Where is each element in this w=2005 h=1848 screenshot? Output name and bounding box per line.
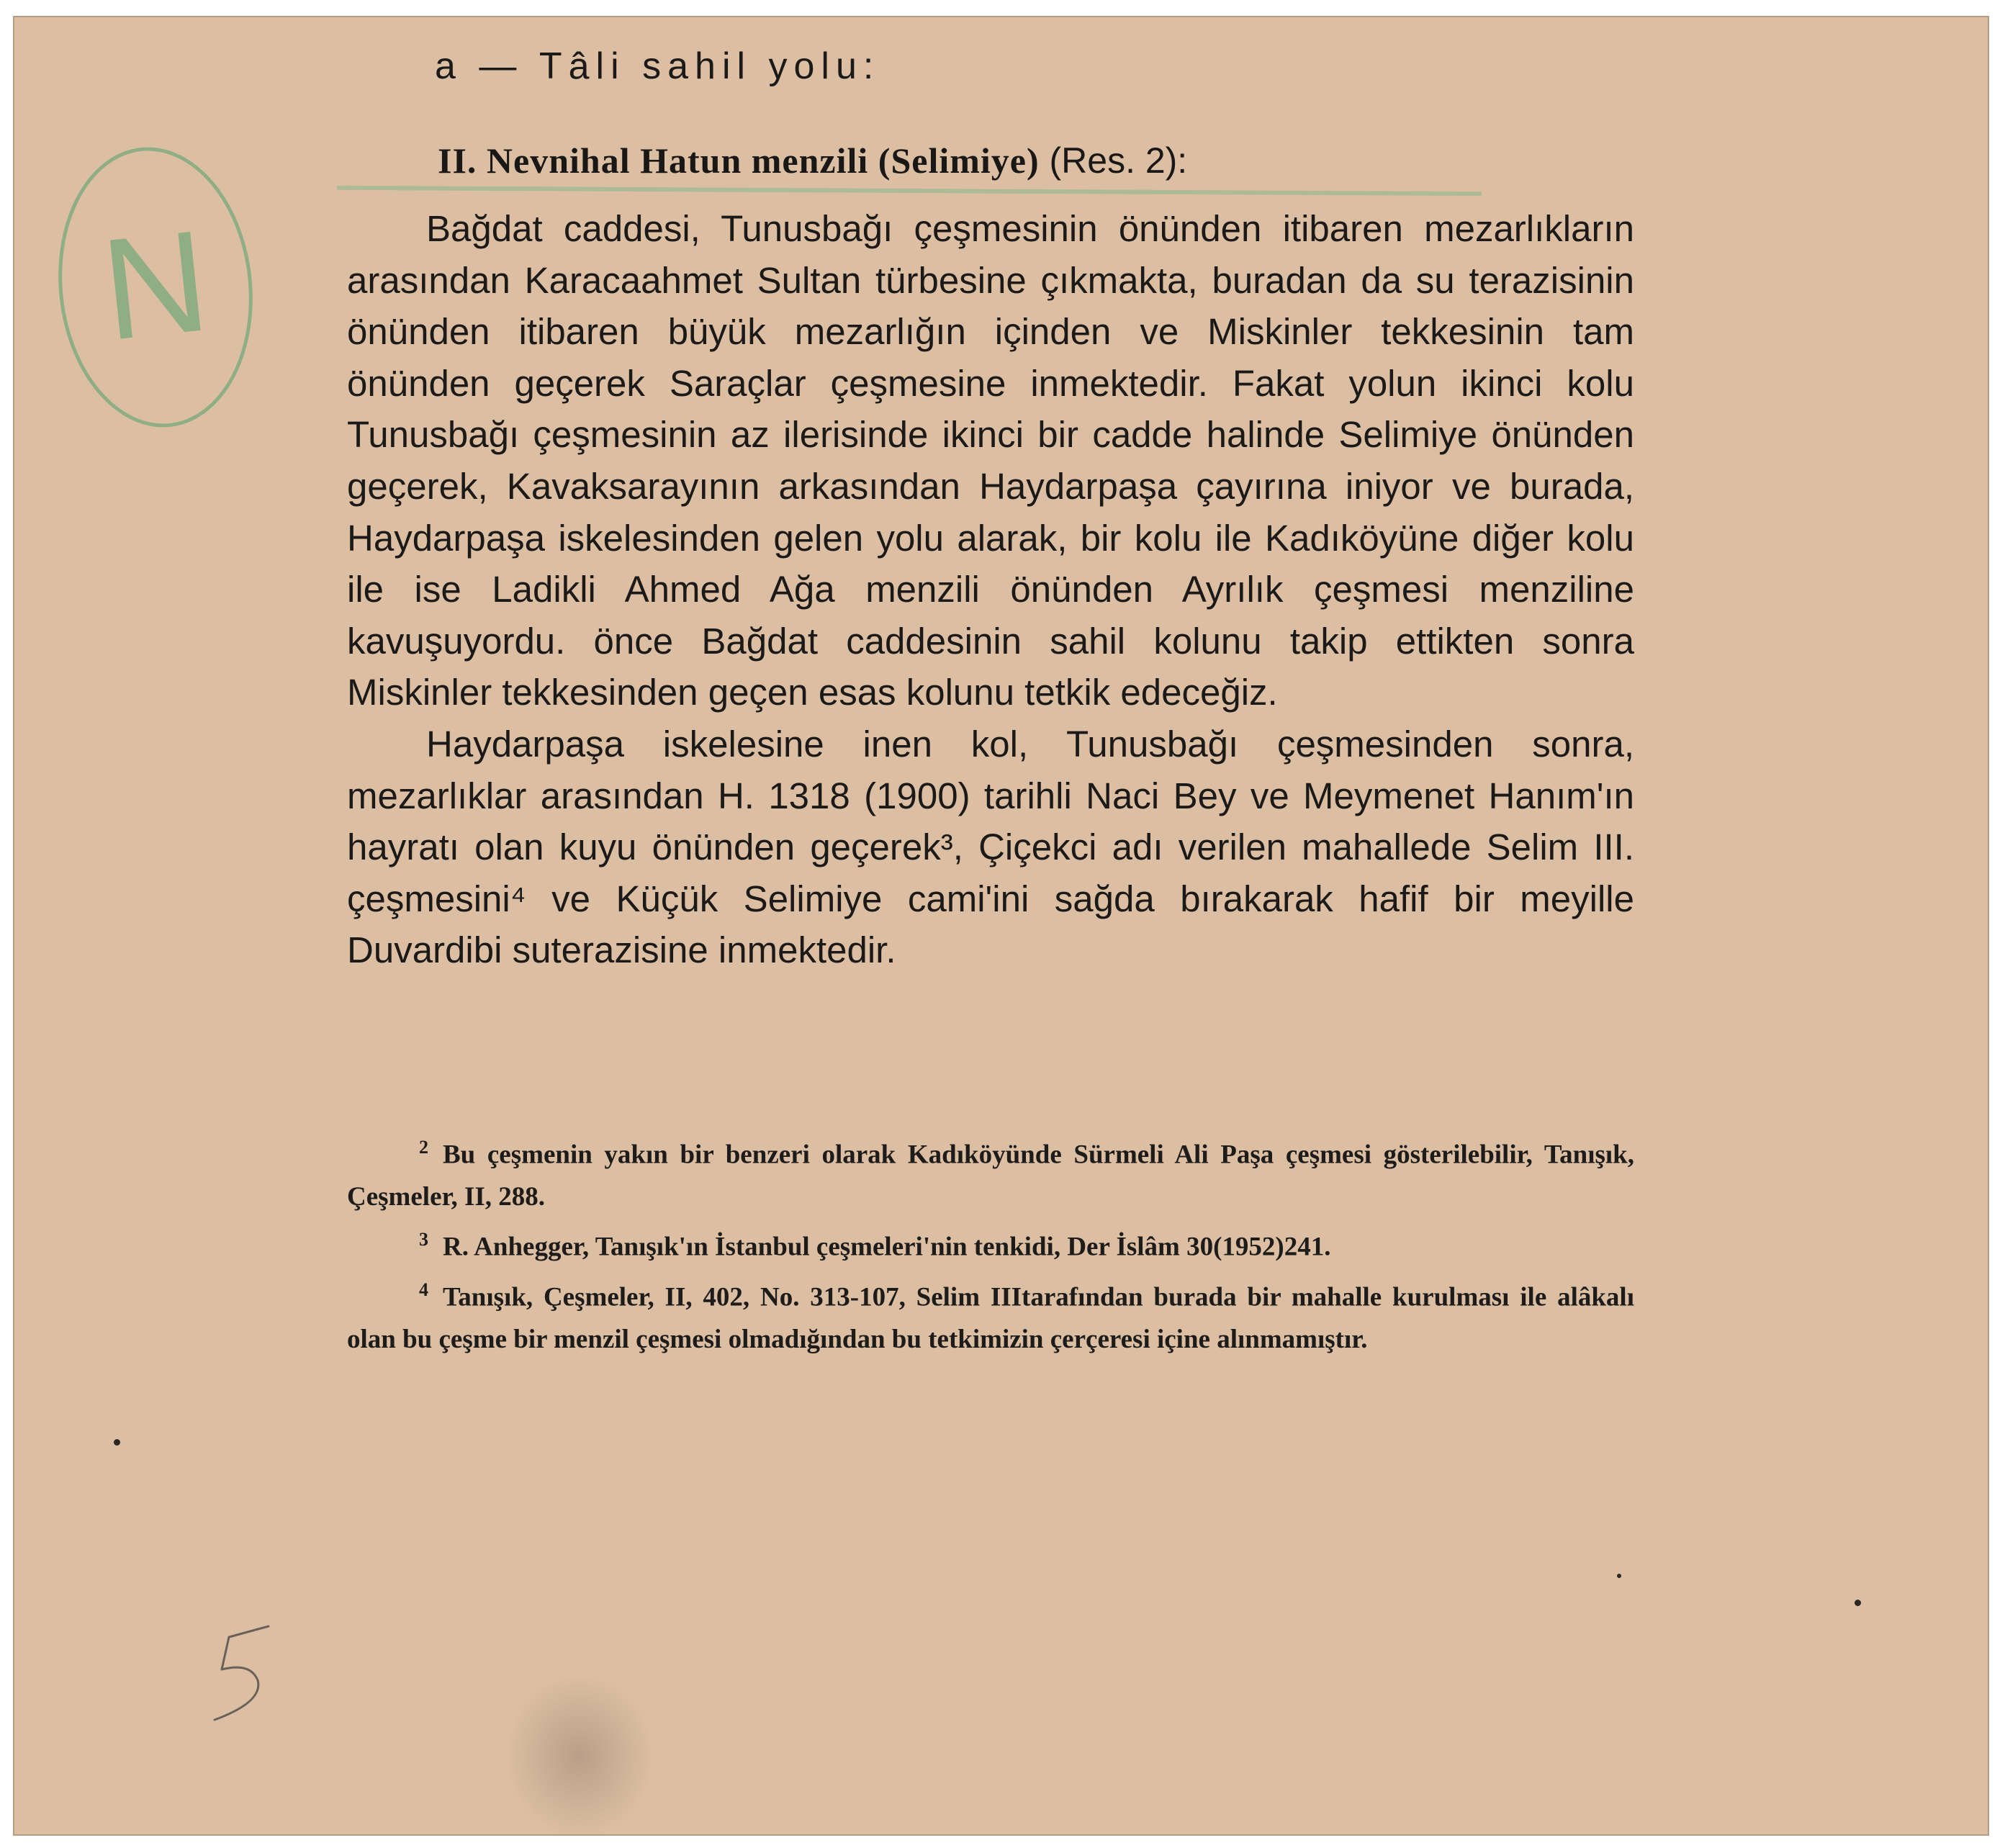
footnotes	[347, 1126, 1634, 1361]
body-paragraph-2: Haydarpaşa iskelesine inen kol, Tunusbağı çeşmesinden sonra, mezarlıklar arasından H. 1318 (1900) tarihli Naci Bey ve Meymenet Hanım'ın hayratı olan kuyu önünden geçerek³, Çiçekci adı verilen mahallede Selim III. çeşmesini⁴ ve Küçük Selimiye cami'ini sağda bırakarak hafif bir meyille Duvardibi suterazisine inmektedir.	[347, 723, 1634, 971]
entry-title-main: II. Nevnihal Hatun menzili (Selimiye)	[438, 140, 1040, 181]
handwritten-page-number	[200, 1619, 287, 1727]
green-pencil-underline	[337, 186, 1482, 196]
section-heading: a — Tâli sahil yolu:	[435, 45, 880, 87]
stamp-letter: N	[95, 200, 216, 371]
library-stamp	[45, 138, 266, 437]
footnote-number: 2	[419, 1137, 428, 1158]
entry-title-reference: (Res. 2):	[1039, 140, 1188, 181]
footnote-number: 3	[419, 1229, 428, 1250]
footnote-text: R. Anhegger, Tanışık'ın İstanbul çeşmeleri'nin tenkidi, Der İslâm 30(1952)241.	[443, 1232, 1331, 1262]
document-page	[13, 16, 1989, 1836]
footnote-4	[347, 1268, 1634, 1361]
footnote-2	[347, 1126, 1634, 1218]
body-paragraph-1: Bağdat caddesi, Tunusbağı çeşmesinin önünden itibaren mezarlıkların arasından Karacaahmet Sultan türbesine çıkmakta, buradan da su terazisinin önünden itibaren büyük mezarlığın içinden ve Miskinler tekkesinin tam önünden geçerek Saraçlar çeşmesine inmektedir. Fakat yolun ikinci kolu Tunusbağı çeşmesinin az ilerisinde ikinci bir cadde halinde Selimiye önünden geçerek, Kavaksarayının arkasından Haydarpaşa çayırına iniyor ve burada, Haydarpaşa iskelesinden gelen yolu alarak, bir kolu ile Kadıköyüne diğer kolu ile ise Ladikli Ahmed Ağa menzili önünden Ayrılık çeşmesi menziline kavuşuyordu. önce Bağdat caddesinin sahil kolunu takip ettikten sonra Miskinler tekkesinden geçen esas kolunu tetkik edeceğiz.	[347, 208, 1634, 713]
fingerprint-smudge	[504, 1673, 655, 1839]
ink-speck	[1617, 1574, 1621, 1578]
body-text	[347, 203, 1634, 976]
ink-speck	[1855, 1600, 1861, 1606]
footnote-text: Bu çeşmenin yakın bir benzeri olarak Kadıköyünde Sürmeli Ali Paşa çeşmesi gösterilebilir, Tanışık, Çeşmeler, II, 288.	[347, 1140, 1634, 1212]
ink-speck	[114, 1439, 120, 1446]
footnote-text: Tanışık, Çeşmeler, II, 402, No. 313-107, Selim IIItarafından burada bir mahalle kurulması ile alâkalı olan bu çeşme bir menzil çeşmesi olmadığından bu tetkimizin çerçeresi içine alınmamıştır.	[347, 1281, 1634, 1354]
entry-title	[438, 140, 1187, 181]
footnote-3	[347, 1218, 1634, 1268]
footnote-number: 4	[419, 1279, 428, 1300]
